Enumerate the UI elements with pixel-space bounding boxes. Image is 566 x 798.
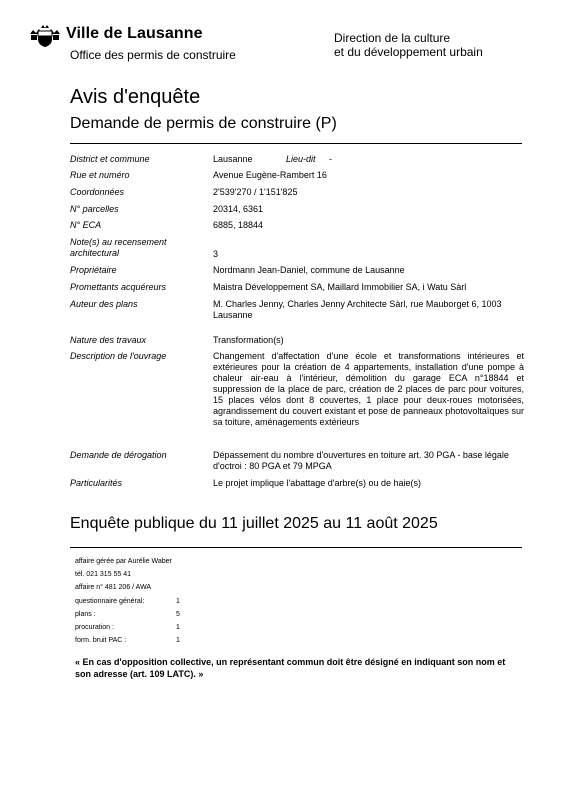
page-title: Avis d'enquête: [70, 86, 201, 108]
opposition-notice: « En cas d'opposition collective, un représentant commun doit être désigné en indiquant son nom et son adresse (art. 109 LATC). »: [75, 657, 506, 679]
direction-line-2: et du développement urbain: [334, 45, 483, 59]
coord-value: 2'539'270 / 1'151'825: [213, 187, 298, 197]
attachment-count: 1: [176, 624, 180, 631]
note-label: Note(s) au recensement architectural: [70, 237, 167, 258]
lieu-dit-value: -: [329, 154, 332, 164]
geree-par: affaire gérée par Aurélie Waber: [75, 558, 172, 565]
derogation-value: Dépassement du nombre d'ouvertures en toiture art. 30 PGA - base légale d'octroi : 80 PGA et 79 MPGA: [213, 450, 509, 471]
affaire-number: affaire n° 481 206 / AWA: [75, 584, 152, 591]
lausanne-coat-of-arms-icon: [27, 24, 63, 48]
promettants-value: Maistra Développement SA, Maillard Immobilier SA, i Watu Sàrl: [213, 282, 467, 292]
auteur-label: Auteur des plans: [70, 299, 138, 309]
coord-label: Coordonnées: [70, 187, 125, 197]
proprietaire-value: Nordmann Jean-Daniel, commune de Lausanne: [213, 265, 405, 275]
parcelles-label: N° parcelles: [70, 204, 119, 214]
rue-label: Rue et numéro: [70, 170, 130, 180]
tel: tél. 021 315 55 41: [75, 571, 132, 578]
lieu-dit-label: Lieu-dit: [286, 154, 316, 164]
direction-line-1: Direction de la culture: [334, 31, 451, 45]
parcelles-value: 20314, 6361: [213, 204, 264, 214]
divider: [70, 143, 522, 144]
city-name: Ville de Lausanne: [66, 25, 203, 42]
note-value: 3: [213, 249, 219, 259]
derogation-label: Demande de dérogation: [70, 450, 167, 460]
rue-value: Avenue Eugène-Rambert 16: [213, 170, 327, 180]
eca-value: 6885, 18844: [213, 220, 264, 230]
attachment-count: 1: [176, 598, 180, 605]
nature-label: Nature des travaux: [70, 335, 147, 345]
attachment-label: questionnaire général:: [75, 598, 145, 605]
attachment-label: form. bruit PAC :: [75, 637, 127, 644]
district-value: Lausanne: [213, 154, 253, 164]
attachment-count: 1: [176, 637, 180, 644]
divider: [70, 547, 522, 548]
nature-value: Transformation(s): [213, 335, 284, 345]
attachment-label: procuration :: [75, 624, 114, 631]
attachment-count: 5: [176, 611, 180, 618]
eca-label: N° ECA: [70, 220, 102, 230]
office-name: Office des permis de construire: [70, 48, 236, 62]
promettants-label: Promettants acquéreurs: [70, 282, 167, 292]
description-value: Changement d'affectation d'une école et transformations intérieures et extérieures pour la création de 4 appartements, installation d'une pompe à chaleur air-eau à l'intérieur, démolition du garage ECA n°18844 et suppression de la place de parc, création de 2 places de parc pour voitures, 15 places vélos dont 8 couvertes, 1 place pour deux-roues motorisées, agrandissement du couvert existant et pose de panneaux photovoltaïques sur sa toiture, aménagements extérieurs: [213, 351, 524, 427]
enquete-title: Enquête publique du 11 juillet 2025 au 11 août 2025: [70, 515, 438, 532]
particularites-value: Le projet implique l'abattage d'arbre(s) ou de haie(s): [213, 478, 422, 488]
page-subtitle: Demande de permis de construire (P): [70, 115, 337, 132]
district-label: District et commune: [70, 154, 150, 164]
particularites-label: Particularités: [70, 478, 123, 488]
description-label: Description de l'ouvrage: [70, 351, 167, 361]
proprietaire-label: Propriétaire: [70, 265, 117, 275]
auteur-value: M. Charles Jenny, Charles Jenny Architecte Sàrl, rue Mauborget 6, 1003 Lausanne: [213, 299, 502, 320]
direction-name: [334, 31, 483, 59]
attachment-label: plans :: [75, 611, 96, 618]
